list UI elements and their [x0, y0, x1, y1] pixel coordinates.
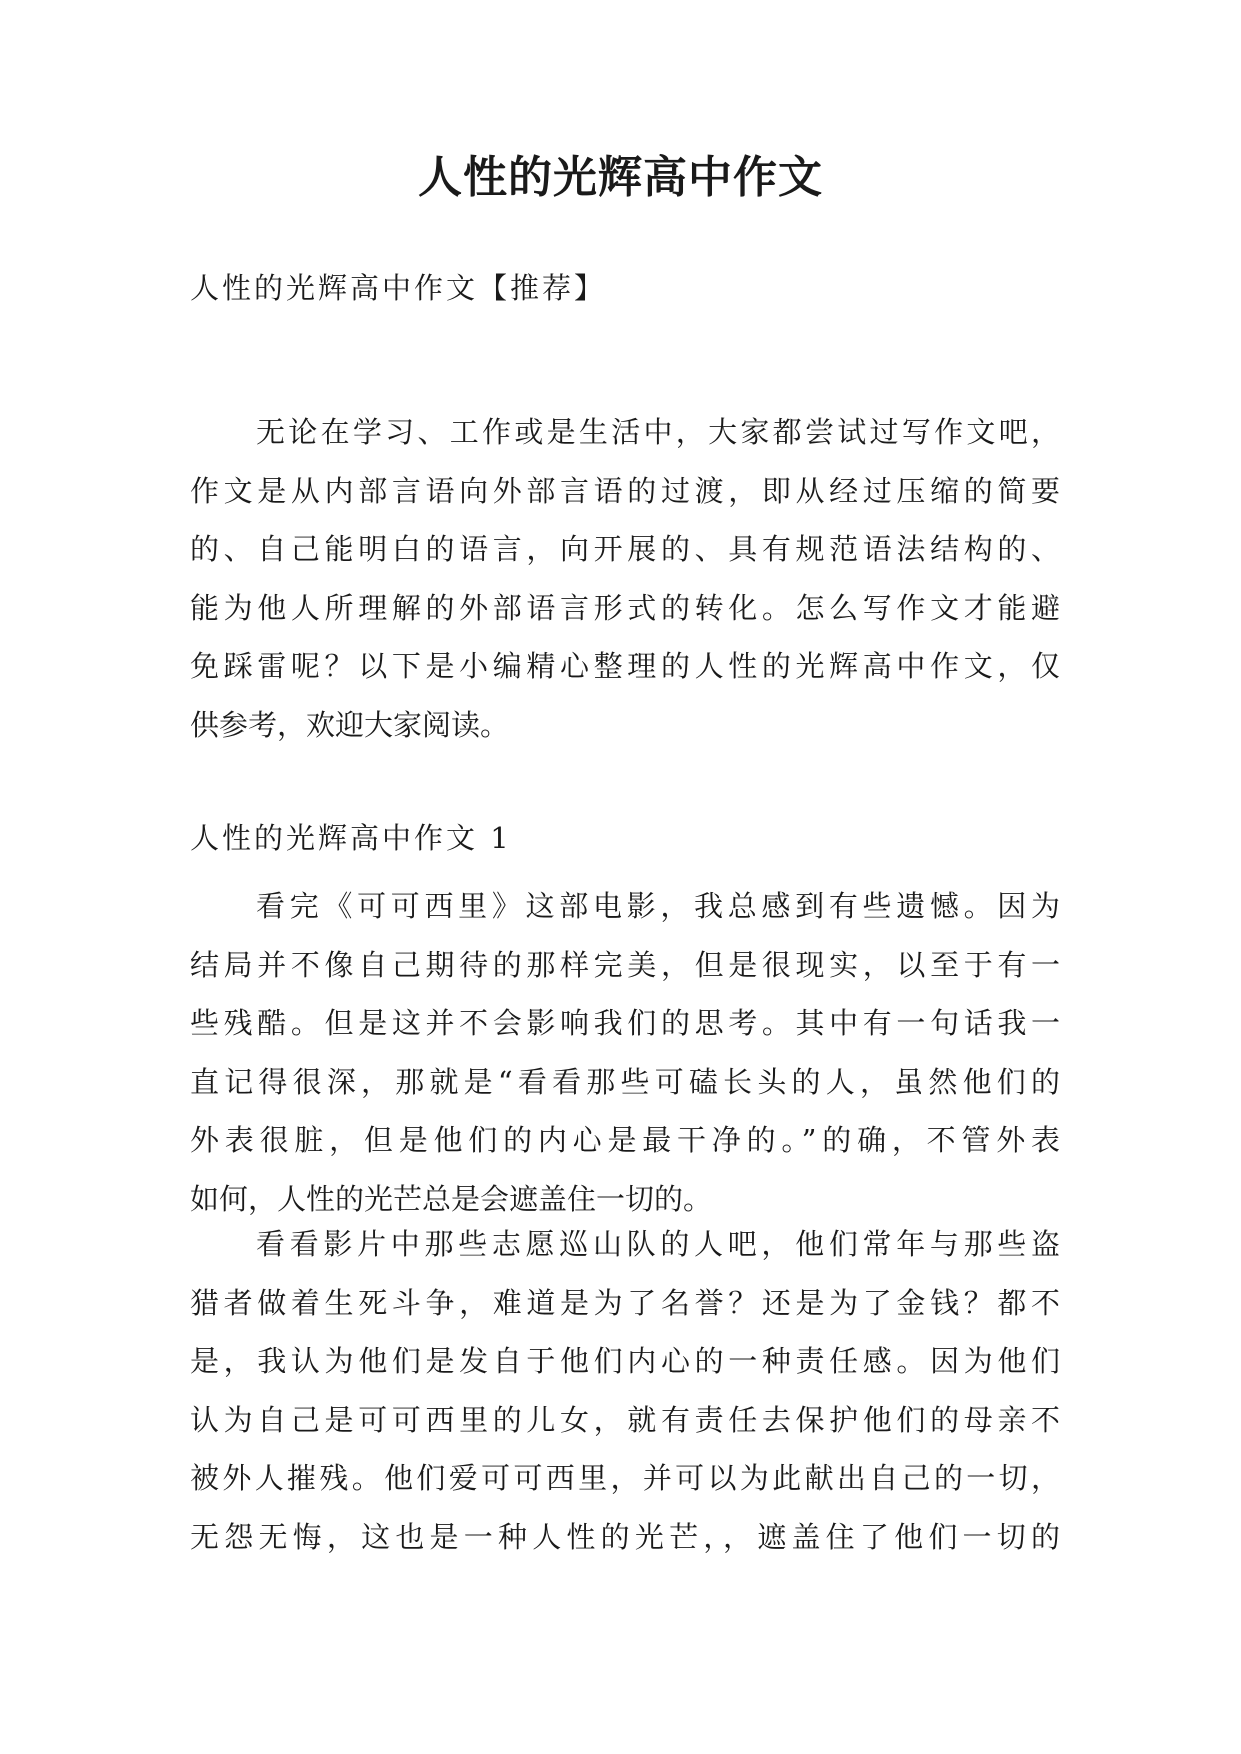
text-line: 看看影片中那些志愿巡山队的人吧，他们常年与那些盗: [256, 1227, 1060, 1261]
text-line: 被外人摧残。他们爱可可西里，并可以为此献出自己的一切，: [190, 1461, 1060, 1495]
text-line: 看完《可可西里》这部电影，我总感到有些遗憾。因为: [256, 889, 1060, 923]
document-subtitle: 人性的光辉高中作文【推荐】: [190, 271, 607, 305]
text-line: 直记得很深，那就是“看看那些可磕长头的人，虽然他们的: [190, 1064, 1060, 1099]
text-line: 如何，人性的光芒总是会遮盖住一切的。: [190, 1181, 713, 1216]
text-line: 供参考，欢迎大家阅读。: [190, 707, 510, 742]
text-line: 认为自己是可可西里的儿女，就有责任去保护他们的母亲不: [190, 1402, 1060, 1437]
intro-paragraph: [190, 403, 1060, 754]
text-line: 猎者做着生死斗争，难道是为了名誉？还是为了金钱？都不: [190, 1285, 1060, 1320]
text-line: 免踩雷呢？以下是小编精心整理的人性的光辉高中作文，仅: [190, 649, 1060, 683]
text-line: 些残酷。但是这并不会影响我们的思考。其中有一句话我一: [190, 1006, 1060, 1040]
text-line: 作文是从内部言语向外部言语的过渡，即从经过压缩的简要: [190, 473, 1060, 508]
document-title: 人性的光辉高中作文: [418, 152, 823, 203]
text-line: 结局并不像自己期待的那样完美，但是很现实，以至于有一: [190, 947, 1060, 982]
body-paragraph-1: [190, 877, 1060, 1228]
text-line: 的、自己能明白的语言，向开展的、具有规范语法结构的、: [190, 532, 1060, 566]
body-paragraph-2: [190, 1215, 1060, 1566]
text-line: 能为他人所理解的外部语言形式的转化。怎么写作文才能避: [190, 590, 1060, 625]
text-line: 是，我认为他们是发自于他们内心的一种责任感。因为他们: [190, 1344, 1060, 1378]
text-line: 外表很脏，但是他们的内心是最干净的。”的确，不管外表: [190, 1123, 1060, 1157]
text-line: 无怨无悔，这也是一种人性的光芒，，遮盖住了他们一切的: [190, 1519, 1060, 1554]
section-heading: 人性的光辉高中作文 1: [190, 821, 512, 855]
text-line: 无论在学习、工作或是生活中，大家都尝试过写作文吧，: [256, 415, 1060, 449]
